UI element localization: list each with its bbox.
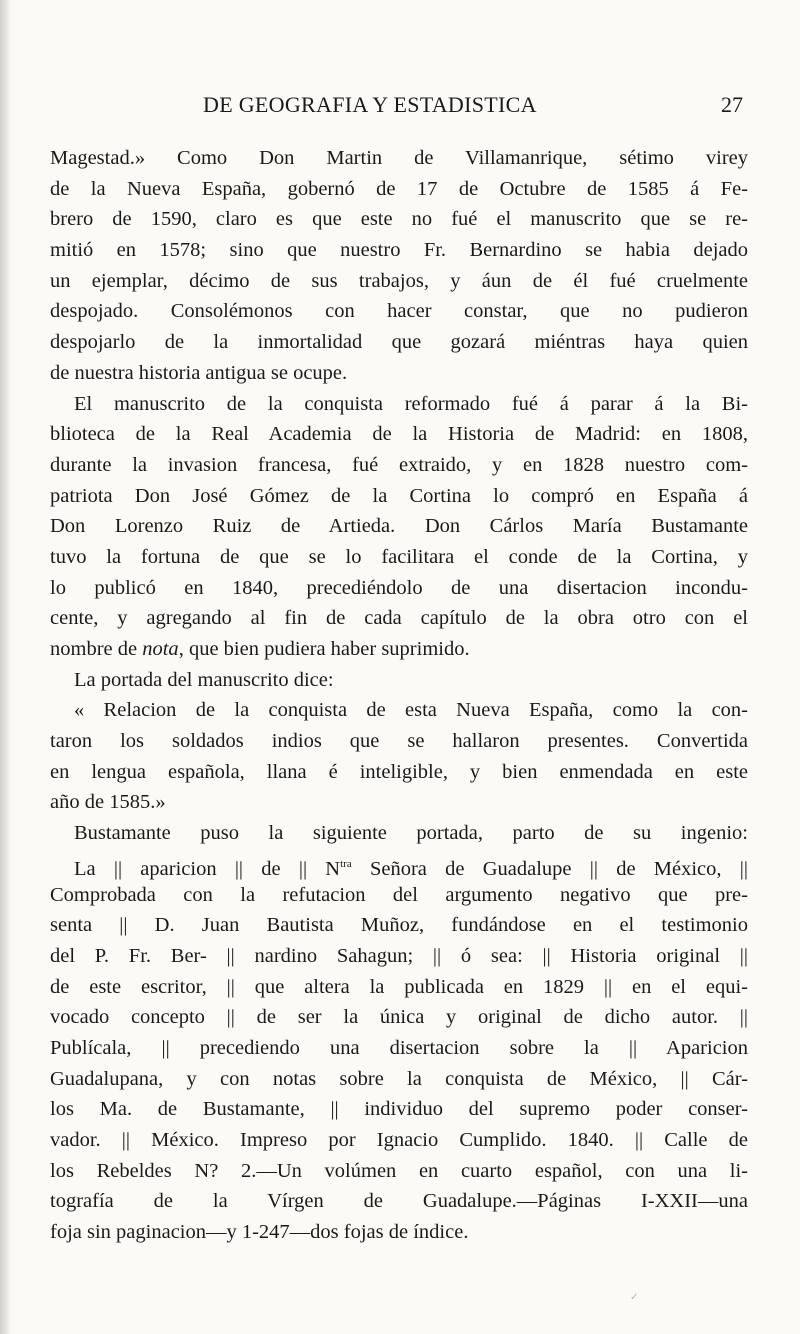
- text-line: Bustamante puso la siguiente portada, parto de su ingenio:: [74, 822, 748, 845]
- text-line: de la Nueva España, gobernó de 17 de Octubre de 1585 á Fe-: [50, 177, 748, 200]
- text-line: taron los soldados indios que se hallaron presentes. Convertida: [50, 730, 748, 753]
- text-line: Comprobada con la refutacion del argumento negativo que pre-: [50, 883, 748, 906]
- superscript-abbreviation: tra: [340, 857, 352, 870]
- text-line: mitió en 1578; sino que nuestro Fr. Bernardino se habia dejado: [50, 239, 748, 262]
- text-line: despojado. Consolémonos con hacer constar, que no pudieron: [50, 300, 748, 323]
- text-line: durante la invasion francesa, fué extraido, y en 1828 nuestro com-: [50, 453, 748, 476]
- text-segment: , que bien pudiera haber suprimido.: [178, 638, 470, 660]
- text-line: « Relacion de la conquista de esta Nueva España, como la con-: [74, 699, 748, 722]
- text-line: Guadalupana, y con notas sobre la conquista de México, || Cár-: [50, 1067, 748, 1090]
- text-line: foja sin paginacion—y 1-247—dos fojas de índice.: [50, 1221, 469, 1244]
- text-line: en lengua española, llana é inteligible, y bien enmendada en este: [50, 760, 748, 783]
- text-line: brero de 1590, claro es que este no fué el manuscrito que se re-: [50, 208, 748, 231]
- text-line: tuvo la fortuna de que se lo facilitara el conde de la Cortina, y: [50, 545, 748, 568]
- text-segment: La || aparicion || de || N: [74, 857, 341, 880]
- text-line: patriota Don José Gómez de la Cortina lo compró en España á: [50, 484, 748, 507]
- text-line: El manuscrito de la conquista reformado fué á parar á la Bi-: [74, 392, 748, 415]
- text-line: los Ma. de Bustamante, || individuo del supremo poder conser-: [50, 1098, 748, 1121]
- text-line: de este escritor, || que altera la publicada en 1829 || en el equi-: [50, 975, 748, 998]
- text-line: del P. Fr. Ber- || nardino Sahagun; || ó sea: || Historia original ||: [50, 944, 748, 967]
- text-line: de nuestra historia antigua se ocupe.: [50, 361, 348, 384]
- text-line: un ejemplar, décimo de sus trabajos, y áun de él fué cruelmente: [50, 269, 748, 292]
- text-line: Publícala, || precediendo una disertacion sobre la || Aparicion: [50, 1036, 748, 1059]
- text-line: los Rebeldes N? 2.—Un volúmen en cuarto español, con una li-: [50, 1159, 748, 1182]
- page-gutter-shadow: [0, 0, 10, 1334]
- running-head: DE GEOGRAFIA Y ESTADISTICA: [203, 92, 537, 117]
- text-line: Magestad.» Como Don Martin de Villamanrique, sétimo virey: [50, 147, 748, 169]
- text-line: despojarlo de la inmortalidad que gozará miéntras haya quien: [50, 331, 748, 354]
- text-segment: Señora de Guadalupe || de México, ||: [351, 857, 748, 880]
- text-line: lo publicó en 1840, precediéndolo de una disertacion incondu-: [50, 576, 748, 599]
- page-number: 27: [721, 92, 743, 117]
- italic-word: nota: [142, 638, 179, 660]
- text-line: blioteca de la Real Academia de la Historia de Madrid: en 1808,: [50, 423, 748, 446]
- text-line: tografía de la Vírgen de Guadalupe.—Páginas I-XXII—una: [50, 1190, 748, 1213]
- text-line: Don Lorenzo Ruiz de Artieda. Don Cárlos María Bustamante: [50, 515, 748, 538]
- text-line: senta || D. Juan Bautista Muñoz, fundándose en el testimonio: [50, 914, 748, 937]
- text-line: vocado concepto || de ser la única y original de dicho autor. ||: [50, 1006, 748, 1029]
- text-segment: nombre de: [50, 638, 143, 660]
- text-line: [50, 849, 748, 880]
- text-line: La portada del manuscrito dice:: [74, 668, 334, 691]
- page-header: [203, 92, 743, 122]
- text-line: año de 1585.»: [50, 791, 166, 814]
- paper-speck: ✓: [630, 1292, 639, 1303]
- text-line: [50, 634, 748, 665]
- body-text: [50, 143, 748, 1248]
- text-line: cente, y agregando al fin de cada capítulo de la obra otro con el: [50, 607, 748, 630]
- text-line: vador. || México. Impreso por Ignacio Cumplido. 1840. || Calle de: [50, 1129, 748, 1151]
